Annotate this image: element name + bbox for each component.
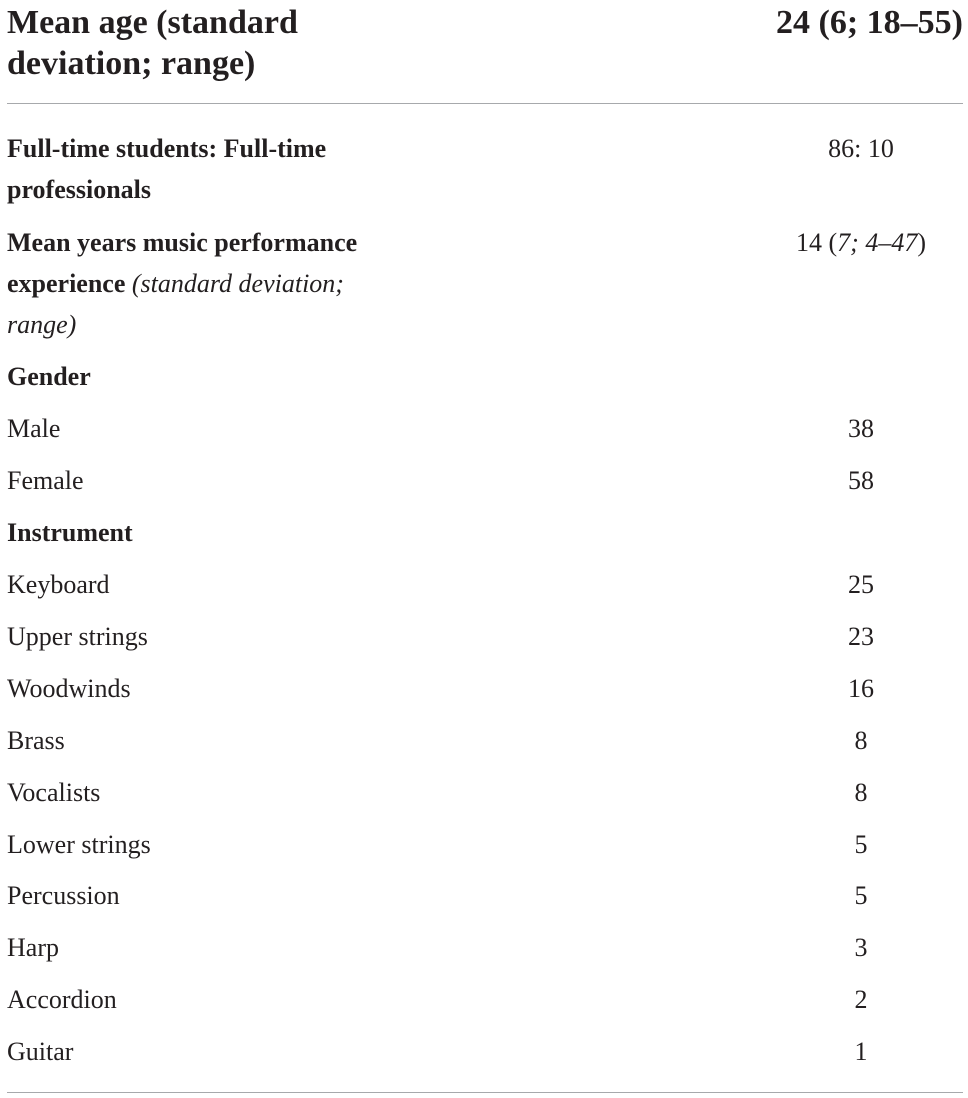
row-label [7,222,407,345]
row-value: 23 [848,622,874,651]
header-rule [7,103,963,104]
header-value: 24 (6; 18–55) [776,4,963,41]
row-value: 1 [854,1037,868,1066]
row-value: 5 [854,881,868,910]
row-label: Accordion [7,985,117,1014]
row-label: Female [7,466,84,495]
row-label: Percussion [7,881,120,910]
row-value [761,222,961,263]
row-label: Vocalists [7,778,101,807]
row-value: 3 [854,933,868,962]
row-label: Male [7,414,61,443]
row-value: 16 [848,674,874,703]
row-value: 8 [854,778,868,807]
value-range: 4–47 [865,228,918,257]
section-heading: Instrument [7,518,133,547]
row-label: Brass [7,726,65,755]
row-label-main: Mean years music performance experience [7,228,358,298]
footer-rule [7,1092,963,1093]
row-label: Lower strings [7,830,151,859]
row-label-suffix: (standard deviation; range) [7,269,344,339]
row-value: 25 [848,570,874,599]
row-value: 86: 10 [828,134,894,163]
value-end: ) [917,228,926,257]
row-label: Woodwinds [7,674,131,703]
row-value: 8 [854,726,868,755]
row-value: 58 [848,466,874,495]
row-value: 2 [854,985,868,1014]
value-main: 14 ( [795,228,838,257]
row-label: Guitar [7,1037,74,1066]
table-header [7,2,963,102]
value-sd: 7 [837,228,851,257]
header-label: Mean age (standard deviation; range) [7,4,298,82]
value-sep: ; [850,228,866,257]
row-label: Keyboard [7,570,110,599]
row-value: 5 [854,830,868,859]
row-label: Full-time students: Full-time professionals [7,134,327,204]
row-label: Upper strings [7,622,148,651]
section-heading: Gender [7,362,91,391]
row-label: Harp [7,933,59,962]
row-value: 38 [848,414,874,443]
